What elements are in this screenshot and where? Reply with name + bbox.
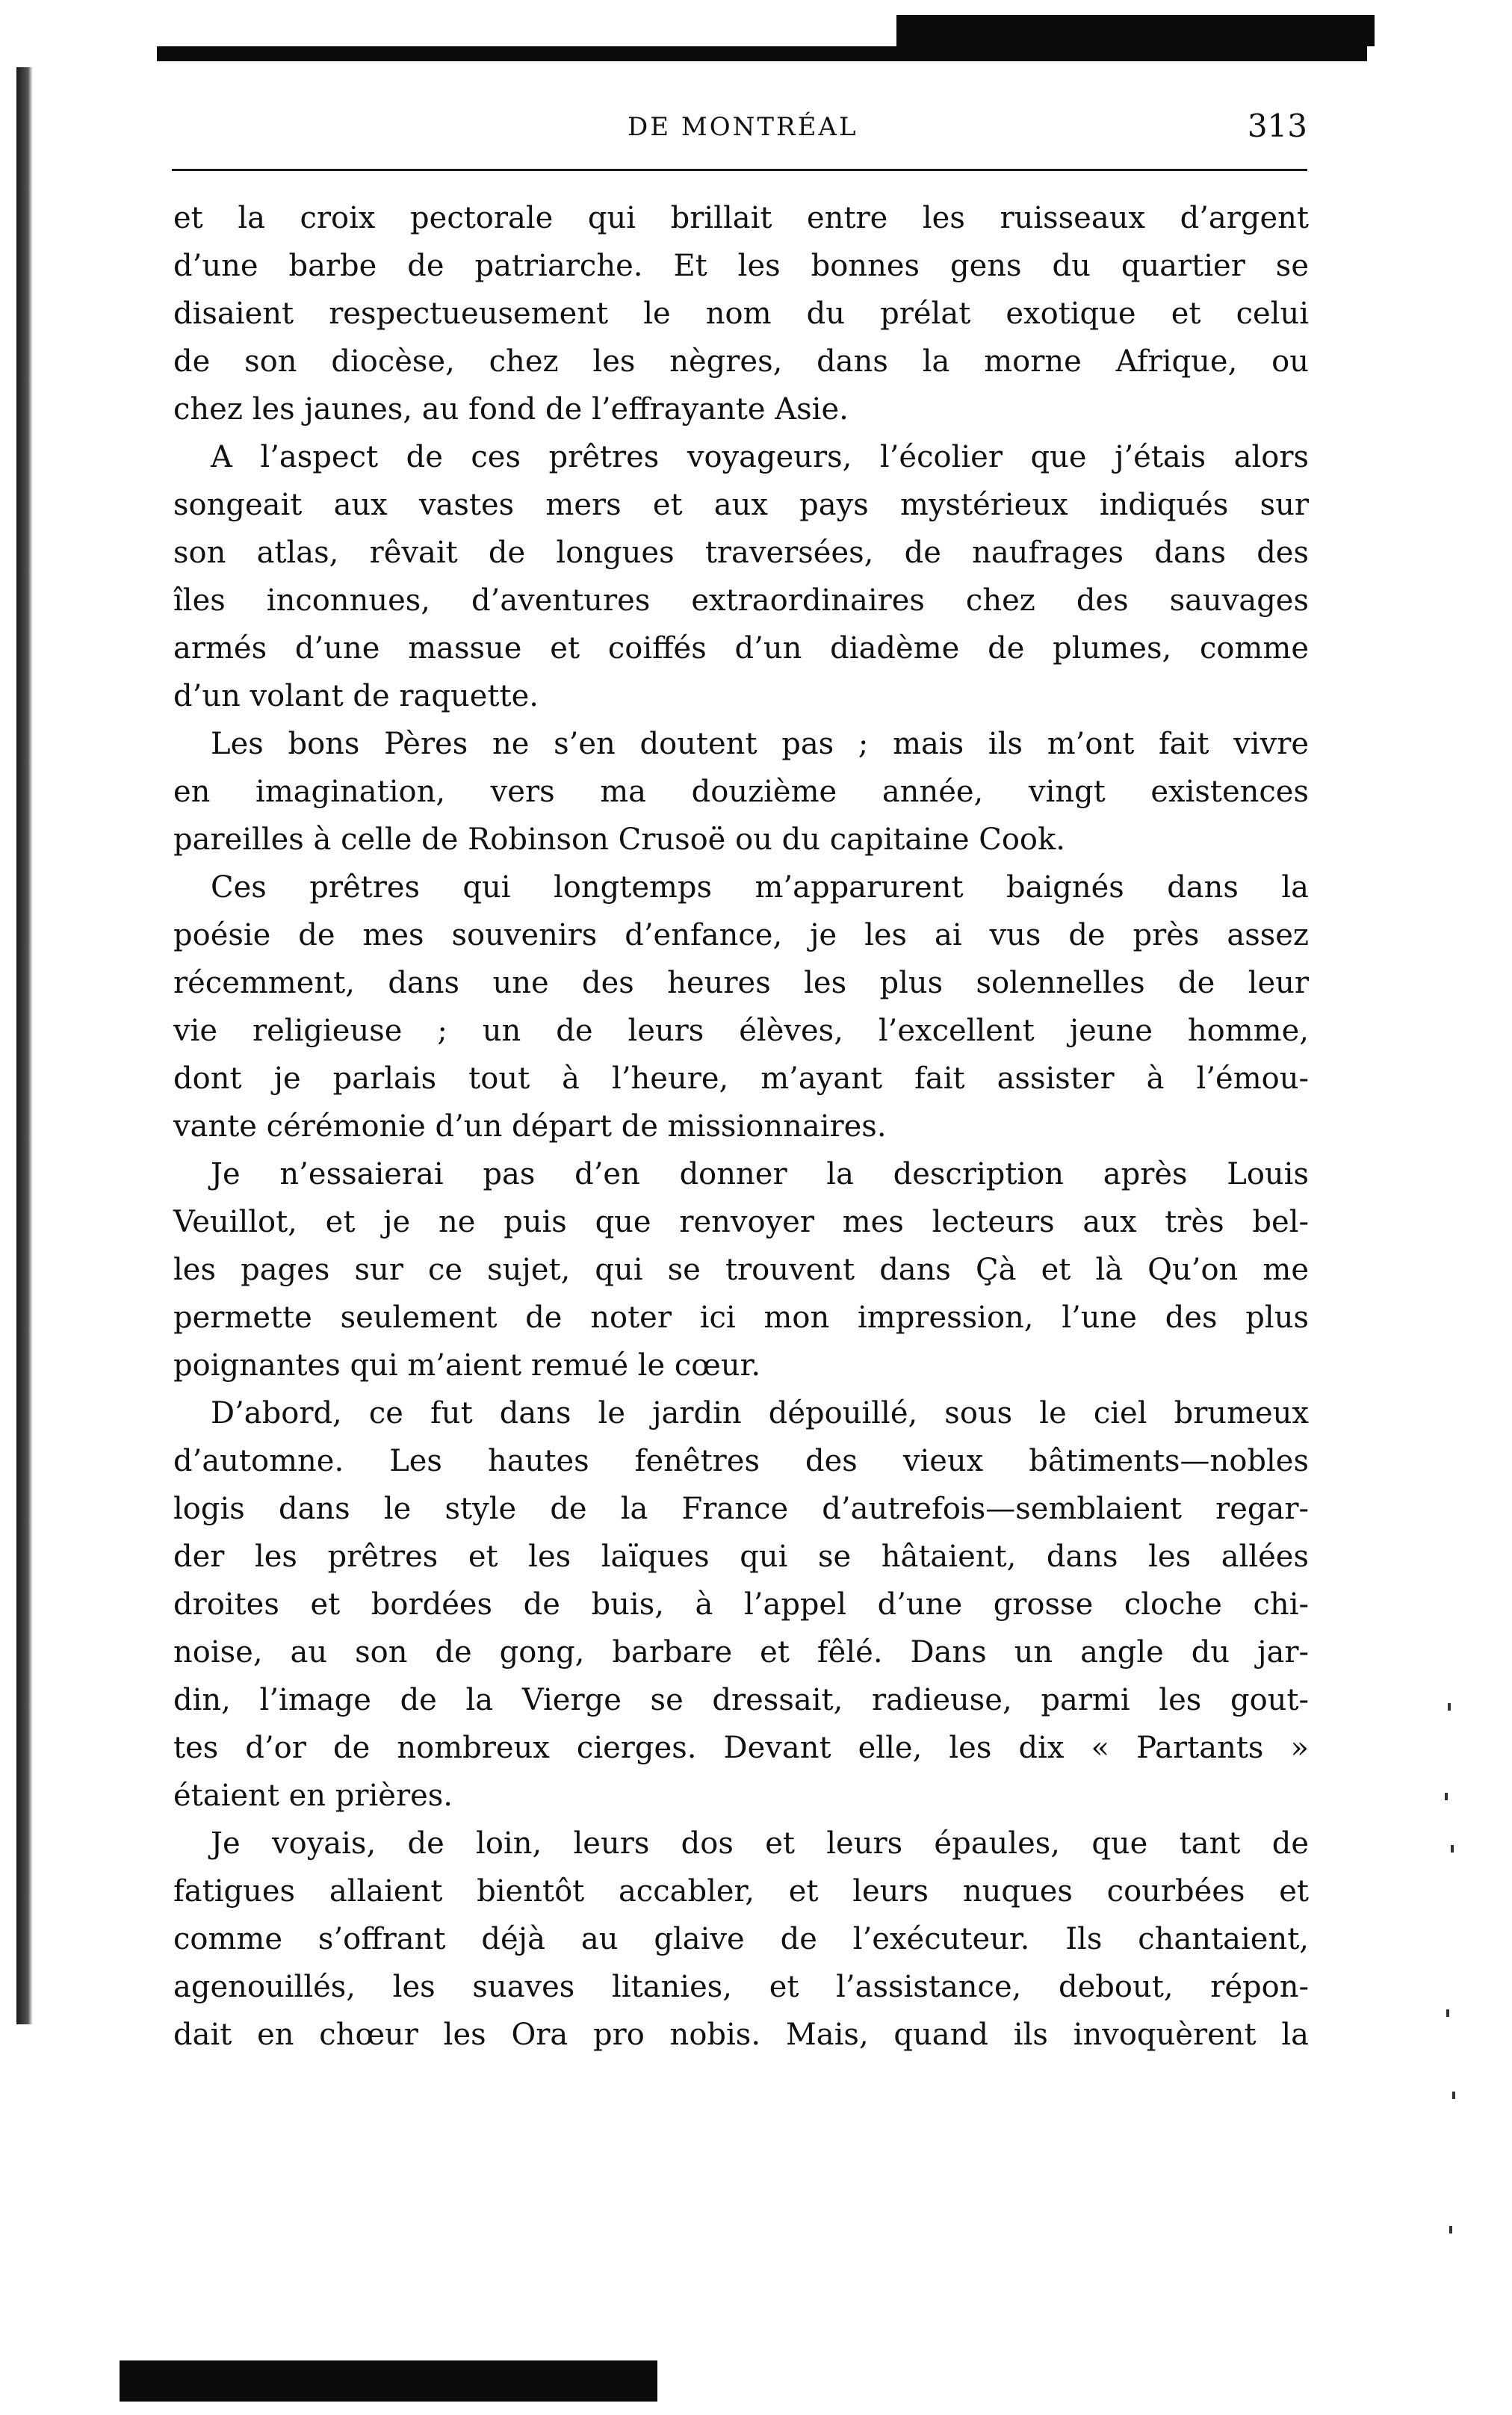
text-line: d’un volant de raquette. [173, 679, 539, 713]
text-line: comme s’offrant déjà au glaive de l’exécuteur. Ils chantaient, [173, 1922, 1309, 1956]
text-line: dont je parlais tout à l’heure, m’ayant fait assister à l’émou- [173, 1061, 1309, 1096]
page-header [172, 103, 1307, 155]
text-line: permette seulement de noter ici mon impression, l’une des plus [173, 1300, 1309, 1335]
text-line: der les prêtres et les laïques qui se hâtaient, dans les allées [173, 1540, 1309, 1574]
running-title: DE MONTRÉAL [628, 112, 858, 142]
text-line: din, l’image de la Vierge se dressait, radieuse, parmi les gout- [173, 1683, 1309, 1717]
speck [1448, 1703, 1451, 1711]
text-line: Veuillot, et je ne puis que renvoyer mes lecteurs aux très bel- [173, 1205, 1309, 1239]
text-line: droites et bordées de buis, à l’appel d’une grosse cloche chi- [173, 1587, 1309, 1622]
text-line: et la croix pectorale qui brillait entre les ruisseaux d’argent [173, 201, 1309, 235]
text-line: les pages sur ce sujet, qui se trouvent dans Çà et là Qu’on me [173, 1253, 1309, 1287]
text-line: poésie de mes souvenirs d’enfance, je les ai vus de près assez [173, 918, 1309, 952]
text-line: Ces prêtres qui longtemps m’apparurent baignés dans la [211, 870, 1309, 905]
text-line: dait en chœur les Ora pro nobis. Mais, quand ils invoquèrent la [173, 2018, 1309, 2052]
text-line: pareilles à celle de Robinson Crusoë ou du capitaine Cook. [173, 822, 1065, 857]
text-line: chez les jaunes, au fond de l’effrayante Asie. [173, 392, 849, 427]
speck [1451, 1845, 1454, 1853]
text-line: disaient respectueusement le nom du prélat exotique et celui [173, 297, 1309, 331]
text-line: noise, au son de gong, barbare et fêlé. Dans un angle du jar- [173, 1635, 1309, 1670]
text-line: agenouillés, les suaves litanies, et l’assistance, debout, répon- [173, 1970, 1309, 2004]
text-line: récemment, dans une des heures les plus solennelles de leur [173, 966, 1309, 1000]
body-text [173, 194, 1309, 2059]
speck [1449, 2226, 1452, 2233]
text-line: en imagination, vers ma douzième année, vingt existences [173, 775, 1309, 809]
text-line: D’abord, ce fut dans le jardin dépouillé, sous le ciel brumeux [211, 1396, 1309, 1430]
text-line: armés d’une massue et coiffés d’un diadème de plumes, comme [173, 631, 1309, 666]
scan-edge-bottom [120, 2360, 657, 2402]
text-line: tes d’or de nombreux cierges. Devant elle, les dix « Partants » [173, 1731, 1309, 1765]
scan-edge-top-right [896, 15, 1375, 46]
speck [1445, 1793, 1448, 1800]
text-line: songeait aux vastes mers et aux pays mystérieux indiqués sur [173, 488, 1309, 522]
text-line: logis dans le style de la France d’autrefois—semblaient regar- [173, 1492, 1309, 1526]
scan-edge-left [16, 67, 33, 2024]
text-line: A l’aspect de ces prêtres voyageurs, l’écolier que j’étais alors [211, 440, 1309, 474]
text-line: îles inconnues, d’aventures extraordinaires chez des sauvages [173, 583, 1309, 618]
text-line: fatigues allaient bientôt accabler, et leurs nuques courbées et [173, 1874, 1309, 1909]
text-line: d’automne. Les hautes fenêtres des vieux bâtiments—nobles [173, 1444, 1309, 1478]
text-line: Je n’essaierai pas d’en donner la description après Louis [211, 1157, 1309, 1191]
text-line: d’une barbe de patriarche. Et les bonnes gens du quartier se [173, 249, 1309, 283]
text-line: de son diocèse, chez les nègres, dans la morne Afrique, ou [173, 344, 1309, 379]
text-line: Je voyais, de loin, leurs dos et leurs épaules, que tant de [211, 1826, 1309, 1861]
speck [1446, 2009, 1449, 2017]
speck [1452, 2092, 1455, 2099]
text-line: son atlas, rêvait de longues traversées, de naufrages dans des [173, 536, 1309, 570]
page-number: 313 [1247, 108, 1307, 144]
text-line: poignantes qui m’aient remué le cœur. [173, 1348, 761, 1383]
header-rule [172, 169, 1307, 171]
text-line: vante cérémonie d’un départ de missionnaires. [173, 1109, 887, 1144]
text-line: vie religieuse ; un de leurs élèves, l’excellent jeune homme, [173, 1014, 1309, 1048]
scan-edge-top [157, 46, 1367, 61]
text-line: Les bons Pères ne s’en doutent pas ; mais ils m’ont fait vivre [211, 727, 1309, 761]
scan-specks [1445, 1703, 1467, 2301]
text-line: étaient en prières. [173, 1779, 453, 1813]
